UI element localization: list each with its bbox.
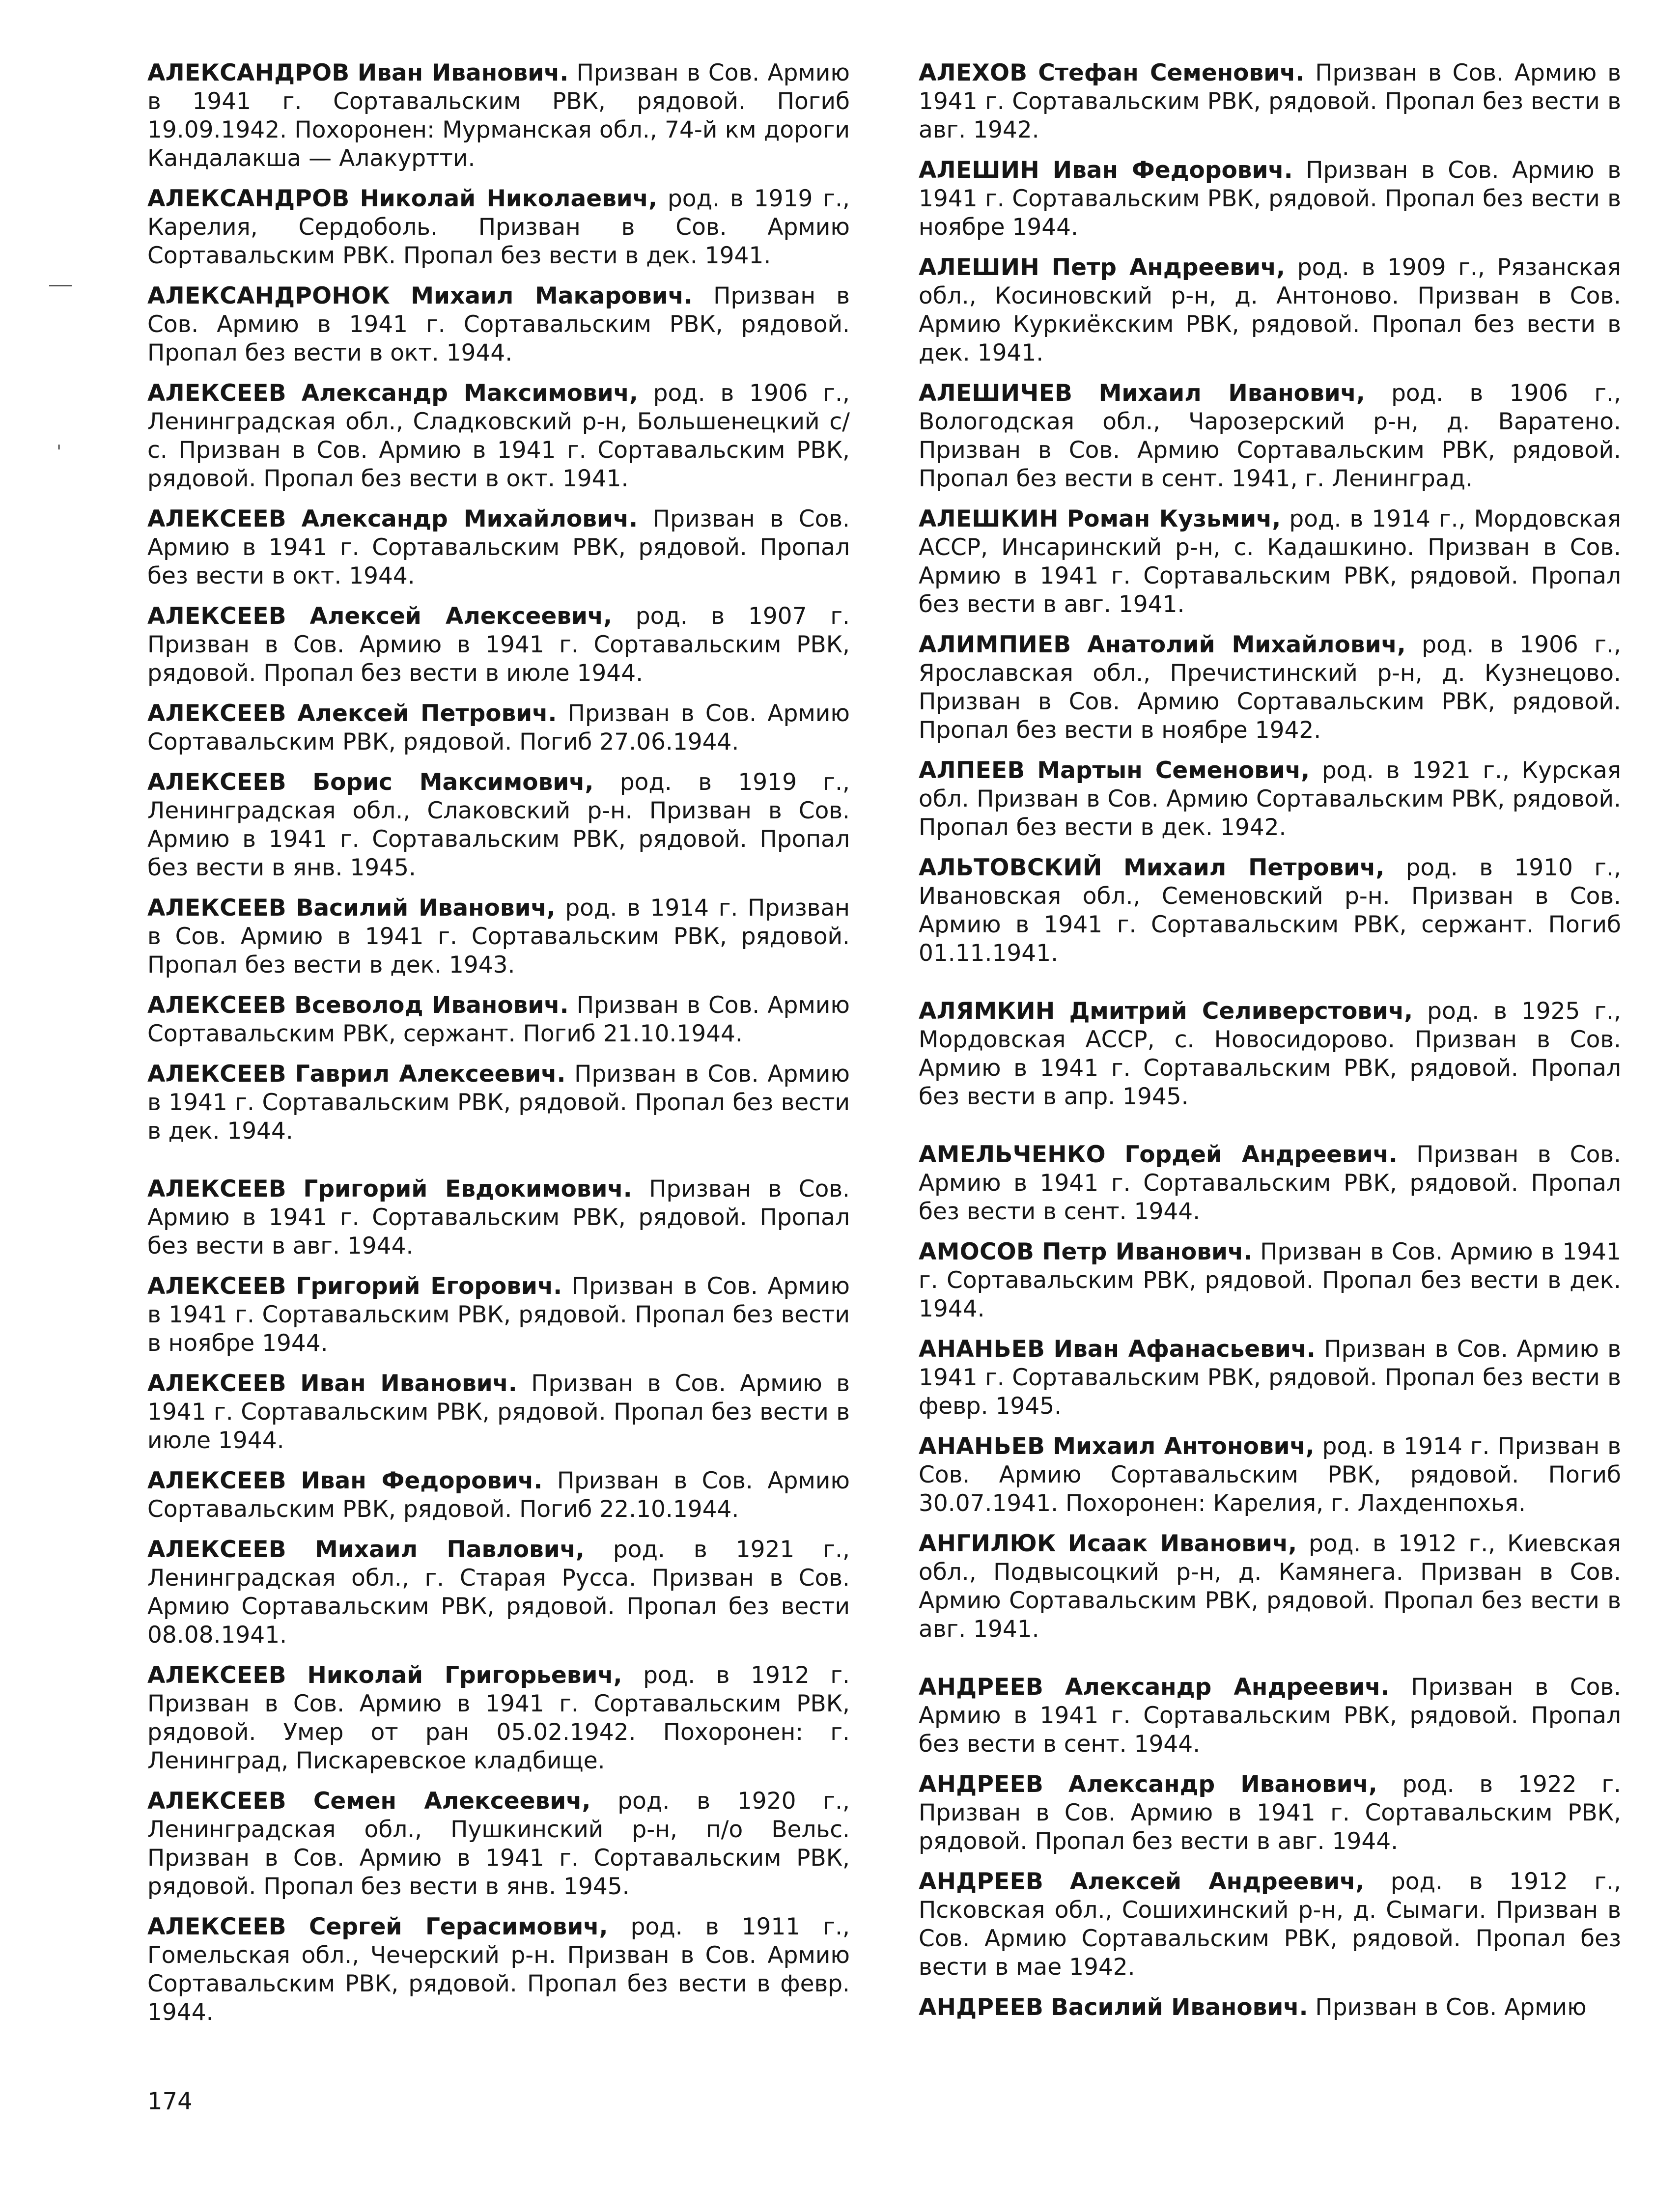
entry-surname: АЛЕКСЕЕВ xyxy=(147,1467,286,1494)
entry-given-name: Петр Иванович. xyxy=(1042,1238,1253,1265)
entry xyxy=(919,1673,1621,1759)
entry-text: род. в 1912 г., Псковская обл., Сошихинский р-н, д. Сымаги. Призван в Сов. Армию Сортавальским РВК, рядовой. Пропал без вести в мае 1942. xyxy=(919,1868,1621,1981)
entry-given-name: Иван Иванович. xyxy=(357,59,569,86)
entry-given-name: Алексей Андреевич, xyxy=(1069,1868,1365,1895)
entry xyxy=(147,700,850,756)
entry xyxy=(147,59,850,173)
entry-text: род. в 1919 г., Ленинградская обл., Слаковский р-н. Призван в Сов. Армию в 1941 г. Сортавальским РВК, рядовой. Пропал без вести в янв. 1945. xyxy=(147,769,850,881)
entry-text: род. в 1910 г., Ивановская обл., Семеновский р-н. Призван в Сов. Армию в 1941 г. Сортавальским РВК, сержант. Погиб 01.11.1941. xyxy=(919,854,1621,967)
entry-given-name: Дмитрий Селиверстович, xyxy=(1069,998,1413,1025)
entry-surname: АЛЕКСЕЕВ xyxy=(147,895,286,922)
entry-text: Призван в Сов. Армию в 1941 г. Сортавальским РВК, рядовой. Пропал без вести в сент. 1944. xyxy=(919,1141,1621,1225)
entry xyxy=(147,1913,850,2027)
entry-given-name: Александр Андреевич. xyxy=(1065,1674,1390,1701)
entry-text: Призван в Сов. Армию в 1941 г. Сортавальским РВК, рядовой. Пропал без вести в сент. 1944. xyxy=(919,1674,1621,1758)
entry-text: род. в 1907 г. Призван в Сов. Армию в 1941 г. Сортавальским РВК, рядовой. Пропал без вести в июле 1944. xyxy=(147,603,850,687)
entry-given-name: Роман Кузьмич, xyxy=(1066,505,1281,532)
entry-given-name: Василий Иванович. xyxy=(1051,1994,1308,2021)
entry-given-name: Александр Иванович, xyxy=(1068,1771,1377,1798)
entry-given-name: Семен Алексеевич, xyxy=(313,1788,591,1815)
entry xyxy=(919,997,1621,1111)
entry-given-name: Михаил Петрович, xyxy=(1123,854,1385,881)
entry-text: род. в 1909 г., Рязанская обл., Косиновский р-н, д. Антоново. Призван в Сов. Армию Куркиёкским РВК, рядовой. Пропал без вести в дек. 1941. xyxy=(919,254,1621,366)
entry xyxy=(919,756,1621,842)
entry xyxy=(919,1868,1621,1982)
entry-text: Призван в Сов. Армию в 1941 г. Сортавальским РВК, рядовой. Пропал без вести в дек. 1944. xyxy=(919,1238,1621,1322)
entry xyxy=(147,991,850,1048)
entry-surname: АЛЕКСАНДРОНОК xyxy=(147,282,391,309)
entry xyxy=(147,1060,850,1146)
entry xyxy=(147,1661,850,1775)
entry-given-name: Иван Федорович. xyxy=(301,1467,543,1494)
entry-given-name: Николай Николаевич, xyxy=(360,185,657,212)
entry-surname: АЛЕКСЕЕВ xyxy=(147,769,286,796)
entry xyxy=(919,1335,1621,1421)
entry-text: род. в 1906 г., Ленинградская обл., Сладковский р-н, Большенецкий с/с. Призван в Сов. Армию в 1941 г. Сортавальским РВК, рядовой. Пропал без вести в окт. 1941. xyxy=(147,380,850,492)
entry-given-name: Всеволод Иванович. xyxy=(294,992,569,1019)
entry-surname: АЛЕКСЕЕВ xyxy=(147,1788,286,1815)
entry xyxy=(919,59,1621,144)
entry-given-name: Гордей Андреевич. xyxy=(1124,1141,1398,1168)
entry-surname: АЛЕКСЕЕВ xyxy=(147,1273,286,1300)
entry-given-name: Александр Михайлович. xyxy=(301,505,638,532)
entry-surname: АНДРЕЕВ xyxy=(919,1674,1044,1701)
entry xyxy=(147,1467,850,1524)
entry xyxy=(919,1432,1621,1518)
entry-text: Призван в Сов. Армию Сортавальским РВК, рядовой. Погиб 22.10.1944. xyxy=(147,1467,850,1523)
entry-given-name: Николай Григорьевич, xyxy=(307,1662,622,1689)
entry-surname: АЛЕШИЧЕВ xyxy=(919,380,1073,407)
entry-surname: АЛЕКСЕЕВ xyxy=(147,700,286,727)
entry-surname: АЛЕКСЕЕВ xyxy=(147,1176,286,1203)
entry-text: род. в 1906 г., Вологодская обл., Чарозерский р-н, д. Варатено. Призван в Сов. Армию Сортавальским РВК, рядовой. Пропал без вести в сент. 1941, г. Ленинград. xyxy=(919,380,1621,492)
margin-tick-mark xyxy=(58,445,60,449)
entry xyxy=(147,1272,850,1358)
entry-surname: АЛЕКСЕЕВ xyxy=(147,1536,286,1563)
entry-surname: АНДРЕЕВ xyxy=(919,1771,1044,1798)
entry-text: род. в 1912 г., Киевская обл., Подвысоцкий р-н, д. Камянега. Призван в Сов. Армию Сортавальским РВК, рядовой. Пропал без вести в авг. 1941. xyxy=(919,1530,1621,1643)
entry-surname: АМОСОВ xyxy=(919,1238,1035,1265)
entry-surname: АЛЕШИН xyxy=(919,157,1040,184)
entry-surname: АЛЕКСАНДРОВ xyxy=(147,59,350,86)
entry xyxy=(919,379,1621,493)
entry-text: род. в 1921 г., Ленинградская обл., г. Старая Русса. Призван в Сов. Армию Сортавальским РВК, рядовой. Пропал без вести 08.08.1941. xyxy=(147,1536,850,1649)
entry-given-name: Михаил Павлович, xyxy=(314,1536,585,1563)
entry-text: род. в 1914 г. Призван в Сов. Армию Сортавальским РВК, рядовой. Погиб 30.07.1941. Похоронен: Карелия, г. Лахденпохья. xyxy=(919,1433,1622,1517)
entry-text: род. в 1914 г. Призван в Сов. Армию в 1941 г. Сортавальским РВК, рядовой. Пропал без вести в дек. 1943. xyxy=(147,895,850,979)
entry-text: род. в 1906 г., Ярославская обл., Пречистинский р-н, д. Кузнецово. Призван в Сов. Армию Сортавальским РВК, рядовой. Пропал без вести в ноябре 1942. xyxy=(919,631,1621,744)
entry-text: Призван в Сов. Армию в 1941 г. Сортавальским РВК, рядовой. Пропал без вести в ноябре 1944. xyxy=(147,1273,850,1357)
entry-surname: АЛЕШКИН xyxy=(919,505,1059,532)
entry-given-name: Сергей Герасимович, xyxy=(309,1913,608,1940)
entry xyxy=(919,1770,1621,1856)
entry-given-name: Григорий Евдокимович. xyxy=(303,1176,632,1203)
entry-text: род. в 1925 г., Мордовская АССР, с. Новосидорово. Призван в Сов. Армию в 1941 г. Сортавальским РВК, рядовой. Пропал без вести в апр. 1945. xyxy=(919,998,1621,1110)
entry-given-name: Михаил Иванович, xyxy=(1098,380,1365,407)
left-column xyxy=(147,59,850,2039)
entry-surname: АЛЕКСАНДРОВ xyxy=(147,185,350,212)
entry-surname: АМЕЛЬЧЕНКО xyxy=(919,1141,1106,1168)
entry-text: род. в 1919 г., Карелия, Сердоболь. Призван в Сов. Армию Сортавальским РВК. Пропал без вести в дек. 1941. xyxy=(147,185,850,269)
entry-surname: АЛЕКСЕЕВ xyxy=(147,380,286,407)
entry-given-name: Гаврил Алексеевич. xyxy=(295,1061,566,1088)
entry-text: род. в 1914 г., Мордовская АССР, Инсаринский р-н, с. Кадашкино. Призван в Сов. Армию в 1941 г. Сортавальским РВК, рядовой. Пропал без вести в авг. 1941. xyxy=(919,505,1621,618)
entry-surname: АЛЕКСЕЕВ xyxy=(147,1662,286,1689)
entry-surname: АЛЕКСЕЕВ xyxy=(147,1061,286,1088)
entry-surname: АЛИМПИЕВ xyxy=(919,631,1071,658)
entry-text: Призван в Сов. Армию в 1941 г. Сортавальским РВК, рядовой. Пропал без вести в июле 1944. xyxy=(147,1370,850,1454)
entry xyxy=(919,1141,1621,1226)
entry-text: род. в 1920 г., Ленинградская обл., Пушкинский р-н, п/о Вельс. Призван в Сов. Армию в 1941 г. Сортавальским РВК, рядовой. Пропал без вести в янв. 1945. xyxy=(147,1788,850,1900)
entry xyxy=(147,1536,850,1650)
entry-surname: АЛЕКСЕЕВ xyxy=(147,992,286,1019)
entry-given-name: Михаил Макарович. xyxy=(411,282,693,309)
entry xyxy=(919,631,1621,745)
entry-surname: АЛПЕЕВ xyxy=(919,757,1025,784)
entry-text: Призван в Сов. Армию в 1941 г. Сортавальским РВК, рядовой. Пропал без вести в окт. 1944. xyxy=(147,505,850,589)
entry xyxy=(147,1787,850,1901)
entry-text: род. в 1922 г. Призван в Сов. Армию в 1941 г. Сортавальским РВК, рядовой. Пропал без вести в авг. 1944. xyxy=(919,1771,1621,1855)
entry-surname: АЛЕКСЕЕВ xyxy=(147,505,286,532)
entry xyxy=(147,505,850,590)
entry xyxy=(147,1370,850,1455)
entry xyxy=(919,1993,1621,2022)
entry xyxy=(147,894,850,980)
entry-given-name: Григорий Егорович. xyxy=(296,1273,562,1300)
entry xyxy=(919,156,1621,242)
entry xyxy=(919,253,1621,367)
entry-surname: АЛЕКСЕЕВ xyxy=(147,603,286,630)
entry xyxy=(147,185,850,270)
entry-text: Призван в Сов. Армию в 1941 г. Сортавальским РВК, рядовой. Пропал без вести в окт. 1944. xyxy=(147,282,850,366)
entry-text: Призван в Сов. Армию в 1941 г. Сортавальским РВК, рядовой. Пропал без вести в авг. 1944. xyxy=(147,1176,850,1260)
entry-given-name: Мартын Семенович, xyxy=(1037,757,1310,784)
entry-surname: АЛЕХОВ xyxy=(919,59,1028,86)
entry xyxy=(147,379,850,493)
entry xyxy=(919,505,1621,619)
entry-given-name: Иван Иванович. xyxy=(300,1370,517,1397)
entry xyxy=(147,768,850,882)
entry xyxy=(919,1238,1621,1323)
entry-text: Призван в Сов. Армию Сортавальским РВК, рядовой. Погиб 27.06.1944. xyxy=(147,700,850,756)
entry-given-name: Алексей Петрович. xyxy=(297,700,557,727)
entry xyxy=(919,1530,1621,1644)
entry-surname: АЛЕШИН xyxy=(919,254,1040,281)
entry-given-name: Стефан Семенович. xyxy=(1038,59,1305,86)
right-column xyxy=(919,59,1621,2034)
entry-text: род. в 1912 г. Призван в Сов. Армию в 1941 г. Сортавальским РВК, рядовой. Умер от ран 05.02.1942. Похоронен: г. Ленинград, Пискаревское кладбище. xyxy=(147,1662,850,1774)
page-number: 174 xyxy=(147,2088,193,2115)
entry-surname: АНДРЕЕВ xyxy=(919,1994,1044,2021)
entry-given-name: Исаак Иванович, xyxy=(1067,1530,1297,1557)
entry-given-name: Борис Максимович, xyxy=(312,769,594,796)
entry-given-name: Петр Андреевич, xyxy=(1051,254,1286,281)
entry-text: Призван в Сов. Армию Сортавальским РВК, сержант. Погиб 21.10.1944. xyxy=(147,992,850,1047)
entry-given-name: Анатолий Михайлович, xyxy=(1087,631,1406,658)
entry-surname: АЛЕКСЕЕВ xyxy=(147,1370,286,1397)
entry-given-name: Иван Афанасьевич. xyxy=(1053,1336,1316,1363)
entry-given-name: Иван Федорович. xyxy=(1052,157,1293,184)
entry-text: Призван в Сов. Армию в 1941 г. Сортавальским РВК, рядовой. Пропал без вести в ноябре 1944. xyxy=(919,157,1621,241)
entry-text: род. в 1911 г., Гомельская обл., Чечерский р-н. Призван в Сов. Армию Сортавальским РВК, рядовой. Пропал без вести в февр. 1944. xyxy=(147,1913,850,2026)
entry xyxy=(147,1175,850,1260)
entry-surname: АНАНЬЕВ xyxy=(919,1433,1045,1460)
entry-text: Призван в Сов. Армию в 1941 г. Сортавальским РВК, рядовой. Пропал без вести в дек. 1944. xyxy=(147,1061,850,1145)
entry xyxy=(147,602,850,688)
entry-text: род. в 1921 г., Курская обл. Призван в Сов. Армию Сортавальским РВК, рядовой. Пропал без вести в дек. 1942. xyxy=(919,757,1621,841)
entry-text: Призван в Сов. Армию в 1941 г. Сортавальским РВК, рядовой. Пропал без вести в авг. 1942. xyxy=(919,59,1621,143)
margin-dash-mark xyxy=(49,285,72,286)
entry-text: Призван в Сов. Армию xyxy=(1315,1994,1587,2021)
entry-given-name: Василий Иванович, xyxy=(296,895,556,922)
entry-text: Призван в Сов. Армию в 1941 г. Сортавальским РВК, рядовой. Пропал без вести в февр. 1945. xyxy=(919,1336,1621,1420)
entry-surname: АНДРЕЕВ xyxy=(919,1868,1044,1895)
entry-surname: АЛЬТОВСКИЙ xyxy=(919,854,1102,881)
entry-given-name: Михаил Антонович, xyxy=(1053,1433,1315,1460)
entry-surname: АНГИЛЮК xyxy=(919,1530,1056,1557)
entry-surname: АНАНЬЕВ xyxy=(919,1336,1045,1363)
entry xyxy=(919,854,1621,968)
entry-surname: АЛЯМКИН xyxy=(919,998,1055,1025)
entry xyxy=(147,282,850,367)
entry-text: Призван в Сов. Армию в 1941 г. Сортавальским РВК, рядовой. Погиб 19.09.1942. Похоронен: Мурманская обл., 74-й км дороги Кандалакша — Алакуртти. xyxy=(147,59,850,172)
entry-given-name: Александр Максимович, xyxy=(301,380,638,407)
entry-given-name: Алексей Алексеевич, xyxy=(309,603,613,630)
entry-surname: АЛЕКСЕЕВ xyxy=(147,1913,286,1940)
